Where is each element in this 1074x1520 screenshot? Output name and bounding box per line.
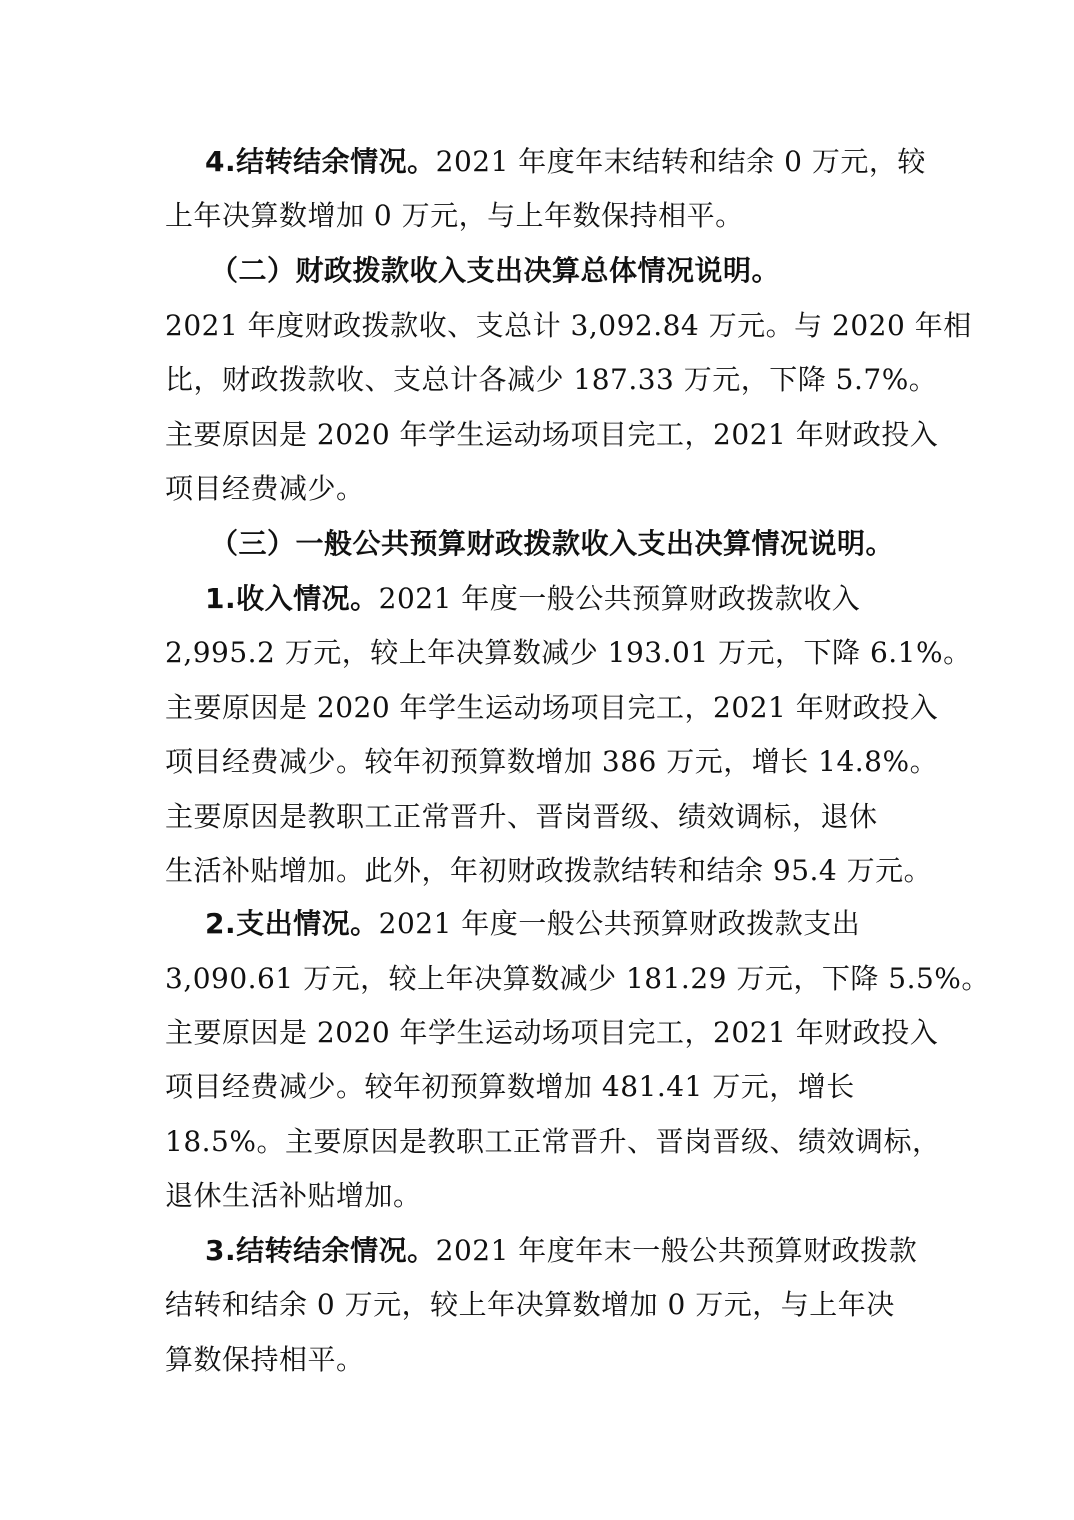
paragraph-line: 主要原因是 2020 年学生运动场项目完工，2021 年财政投入 xyxy=(165,418,939,451)
paragraph-line: 4.结转结余情况。2021 年度年末结转和结余 0 万元，较 xyxy=(205,145,926,178)
paragraph-line: 2021 年度财政拨款收、支总计 3,092.84 万元。与 2020 年相 xyxy=(165,309,972,342)
paragraph-line: 上年决算数增加 0 万元，与上年数保持相平。 xyxy=(165,199,744,232)
paragraph-line: 比，财政拨款收、支总计各减少 187.33 万元，下降 5.7%。 xyxy=(165,363,938,396)
paragraph-line: 2,995.2 万元，较上年决算数减少 193.01 万元，下降 6.1%。 xyxy=(165,636,972,669)
paragraph-line: 生活补贴增加。此外，年初财政拨款结转和结余 95.4 万元。 xyxy=(165,854,933,887)
paragraph-line: 主要原因是教职工正常晋升、晋岗晋级、绩效调标，退休 xyxy=(165,800,878,833)
paragraph-line: 结转和结余 0 万元，较上年决算数增加 0 万元，与上年决 xyxy=(165,1288,895,1321)
paragraph-line: 主要原因是 2020 年学生运动场项目完工，2021 年财政投入 xyxy=(165,1016,939,1049)
paragraph-line: 3.结转结余情况。2021 年度年末一般公共预算财政拨款 xyxy=(205,1234,918,1267)
paragraph-line: 3,090.61 万元，较上年决算数减少 181.29 万元，下降 5.5%。 xyxy=(165,962,990,995)
paragraph-line: 项目经费减少。 xyxy=(165,472,365,505)
paragraph-line: 退休生活补贴增加。 xyxy=(165,1179,422,1212)
paragraph-line: 算数保持相平。 xyxy=(165,1343,365,1376)
paragraph-line: 18.5%。主要原因是教职工正常晋升、晋岗晋级、绩效调标， xyxy=(165,1125,941,1158)
section-heading-2: （二）财政拨款收入支出决算总体情况说明。 xyxy=(210,254,781,287)
paragraph-line: 项目经费减少。较年初预算数增加 481.41 万元，增长 xyxy=(165,1070,855,1103)
income-title: 1.收入情况。 xyxy=(205,582,379,615)
paragraph-line: 项目经费减少。较年初预算数增加 386 万元，增长 14.8%。 xyxy=(165,745,939,778)
paragraph-line: 主要原因是 2020 年学生运动场项目完工，2021 年财政投入 xyxy=(165,691,939,724)
paragraph-line: 2.支出情况。2021 年度一般公共预算财政拨款支出 xyxy=(205,907,861,940)
paragraph-line: 1.收入情况。2021 年度一般公共预算财政拨款收入 xyxy=(205,582,861,615)
carryover-title: 3.结转结余情况。 xyxy=(205,1234,436,1267)
section-title-carryover: 4.结转结余情况。 xyxy=(205,145,436,178)
section-heading-3: （三）一般公共预算财政拨款收入支出决算情况说明。 xyxy=(210,527,895,560)
expense-title: 2.支出情况。 xyxy=(205,907,379,940)
